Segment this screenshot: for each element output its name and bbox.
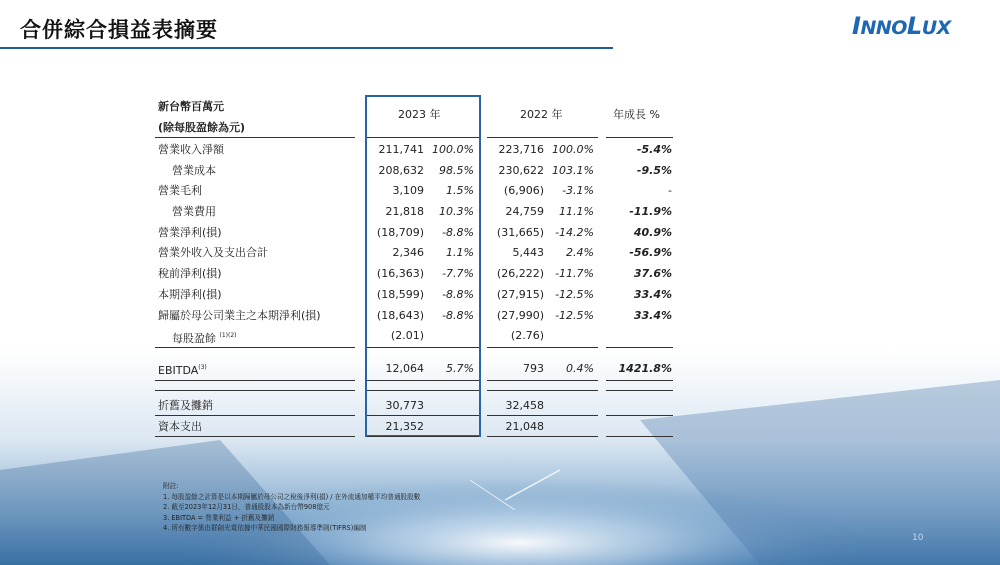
value-2022: 32,458 bbox=[505, 399, 544, 412]
row-rule bbox=[367, 436, 479, 437]
growth-pct: -9.5% bbox=[636, 164, 672, 177]
value-2022: (27,915) bbox=[496, 288, 544, 301]
value-2023: (18,599) bbox=[376, 288, 424, 301]
growth-pct: 40.9% bbox=[633, 226, 672, 239]
row-rule bbox=[367, 415, 479, 416]
row-label: 營業外收入及支出合計 bbox=[158, 246, 268, 259]
pct-2022: 103.1% bbox=[552, 164, 594, 177]
footnote-item: 3. EBITDA = 營業利益 + 折舊及攤銷 bbox=[163, 513, 275, 522]
growth-pct: 33.4% bbox=[633, 309, 672, 322]
header-rule bbox=[487, 137, 598, 138]
row-rule bbox=[606, 390, 673, 391]
value-2022: 5,443 bbox=[512, 246, 544, 259]
value-2023: (18,643) bbox=[376, 309, 424, 322]
pct-2023: -8.8% bbox=[442, 226, 474, 239]
pct-2022: 100.0% bbox=[552, 143, 594, 156]
value-2023: 3,109 bbox=[392, 184, 424, 197]
row-rule bbox=[367, 347, 479, 348]
header-growth: 年成長 % bbox=[613, 108, 660, 121]
footnote-item: 2. 截至2023年12月31日，普通股股本為新台幣908億元 bbox=[163, 503, 330, 511]
row-label: 資本支出 bbox=[158, 420, 202, 433]
row-rule bbox=[606, 415, 673, 416]
value-2022: 230,622 bbox=[498, 164, 544, 177]
row-rule bbox=[487, 436, 598, 437]
row-rule bbox=[367, 380, 479, 381]
header-rule bbox=[606, 137, 673, 138]
row-label: 營業淨利(損) bbox=[158, 226, 222, 239]
pct-2023: -8.8% bbox=[442, 309, 474, 322]
footnotes bbox=[163, 481, 420, 534]
pct-2022: 2.4% bbox=[566, 246, 594, 259]
row-label: 折舊及攤銷 bbox=[158, 399, 213, 412]
value-2023: 2,346 bbox=[392, 246, 424, 259]
pct-2023: 1.5% bbox=[446, 184, 474, 197]
header-2022: 2022 年 bbox=[520, 108, 563, 121]
footnotes-heading: 附註: bbox=[163, 482, 179, 490]
value-2022: (6,906) bbox=[503, 184, 544, 197]
growth-pct: -56.9% bbox=[629, 246, 672, 259]
value-2023: (16,363) bbox=[376, 267, 424, 280]
value-2023: 30,773 bbox=[385, 399, 424, 412]
row-rule bbox=[606, 436, 673, 437]
page-title: 合併綜合損益表摘要 bbox=[20, 18, 218, 42]
row-rule bbox=[606, 347, 673, 348]
value-2023: 21,352 bbox=[385, 420, 424, 433]
header-2023: 2023 年 bbox=[398, 108, 441, 121]
row-label: 營業毛利 bbox=[158, 184, 202, 197]
row-rule bbox=[155, 347, 355, 348]
header-rule bbox=[155, 137, 355, 138]
growth-pct: 37.6% bbox=[633, 267, 672, 280]
pct-2022: 11.1% bbox=[559, 205, 594, 218]
row-label: 營業費用 bbox=[172, 205, 216, 218]
pct-2023: 10.3% bbox=[439, 205, 474, 218]
row-label: EBITDA$^{(3)}$ bbox=[158, 364, 207, 377]
value-2022: (27,990) bbox=[496, 309, 544, 322]
pct-2022: -3.1% bbox=[562, 184, 594, 197]
value-2023: (18,709) bbox=[376, 226, 424, 239]
footnote-item: 4. 所有數字係由群創光電依據中華民國國際財務報導準則(TIFRS)編制 bbox=[163, 524, 367, 532]
pct-2022: -12.5% bbox=[555, 288, 594, 301]
row-rule bbox=[487, 347, 598, 348]
pct-2023: 5.7% bbox=[446, 362, 474, 375]
growth-pct: 1421.8% bbox=[618, 362, 672, 375]
value-2023: 208,632 bbox=[378, 164, 424, 177]
value-2022: 793 bbox=[523, 362, 544, 375]
row-rule bbox=[367, 390, 479, 391]
pct-2022: -12.5% bbox=[555, 309, 594, 322]
pct-2022: -11.7% bbox=[555, 267, 594, 280]
header-unit-label: 新台幣百萬元 bbox=[158, 100, 224, 113]
value-2023: 12,064 bbox=[385, 362, 424, 375]
header-rule bbox=[367, 137, 479, 138]
footnote-item: 1. 每股盈餘之計算是以本期歸屬於母公司之稅後淨利(損) / 在外流通加權平均普通股股數 bbox=[163, 492, 421, 501]
pct-2023: 1.1% bbox=[446, 246, 474, 259]
value-2022: (31,665) bbox=[496, 226, 544, 239]
row-rule bbox=[155, 380, 355, 381]
header-eps-label: (除每股盈餘為元) bbox=[158, 121, 246, 134]
row-rule bbox=[487, 390, 598, 391]
row-rule bbox=[155, 415, 355, 416]
value-2023: (2.01) bbox=[390, 329, 424, 342]
row-label: 營業收入淨額 bbox=[158, 143, 224, 156]
value-2022: 21,048 bbox=[505, 420, 544, 433]
row-rule bbox=[155, 390, 355, 391]
value-2022: 223,716 bbox=[498, 143, 544, 156]
pct-2023: -8.8% bbox=[442, 288, 474, 301]
pct-2022: -14.2% bbox=[555, 226, 594, 239]
pct-2023: 98.5% bbox=[439, 164, 474, 177]
row-rule bbox=[606, 380, 673, 381]
row-rule bbox=[155, 436, 355, 437]
value-2022: (2.76) bbox=[510, 329, 544, 342]
growth-pct: -11.9% bbox=[629, 205, 672, 218]
growth-pct: -5.4% bbox=[636, 143, 672, 156]
value-2022: (26,222) bbox=[496, 267, 544, 280]
row-label: 本期淨利(損) bbox=[158, 288, 222, 301]
innolux-logo: INNOLUX bbox=[852, 12, 951, 40]
value-2023: 21,818 bbox=[385, 205, 424, 218]
growth-pct: - bbox=[668, 184, 672, 197]
row-label: 每股盈餘 $^{(1)(2)}$ bbox=[172, 332, 237, 345]
row-rule bbox=[487, 380, 598, 381]
growth-pct: 33.4% bbox=[633, 288, 672, 301]
pct-2022: 0.4% bbox=[566, 362, 594, 375]
value-2022: 24,759 bbox=[505, 205, 544, 218]
pct-2023: -7.7% bbox=[442, 267, 474, 280]
row-label: 稅前淨利(損) bbox=[158, 267, 222, 280]
row-label: 營業成本 bbox=[172, 164, 216, 177]
row-label: 歸屬於母公司業主之本期淨利(損) bbox=[158, 309, 321, 322]
row-rule bbox=[487, 415, 598, 416]
pct-2023: 100.0% bbox=[432, 143, 474, 156]
value-2023: 211,741 bbox=[378, 143, 424, 156]
page-number: 10 bbox=[912, 533, 924, 543]
